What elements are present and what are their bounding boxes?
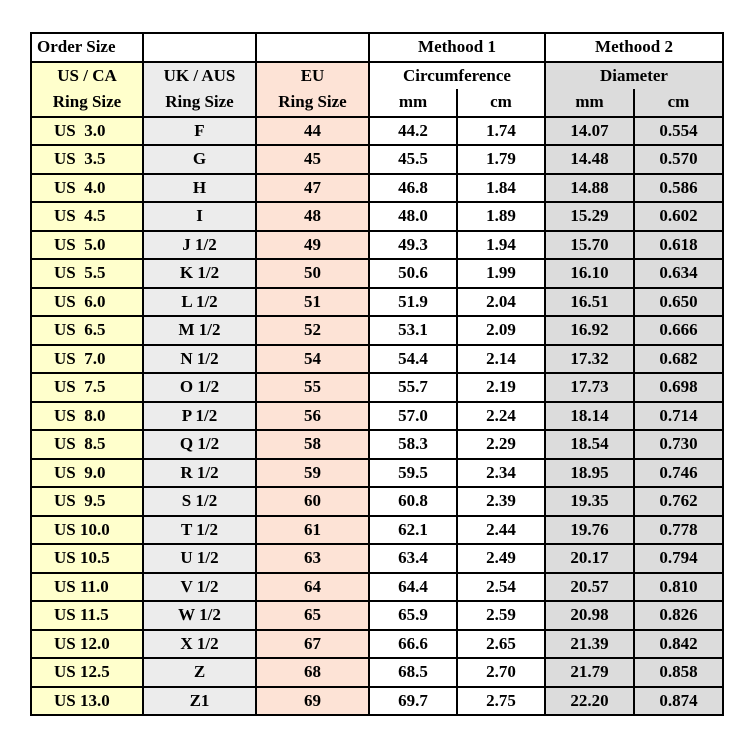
diameter-mm-cell: 18.54	[545, 430, 634, 459]
us-size-cell: US 7.5	[31, 373, 143, 402]
uk-size-cell: N 1/2	[143, 345, 256, 374]
us-size-cell: US 6.0	[31, 288, 143, 317]
diameter-cm-cell: 0.794	[634, 544, 723, 573]
diameter-mm-cell: 15.29	[545, 202, 634, 231]
diameter-mm-cell: 14.48	[545, 145, 634, 174]
diameter-mm-cell: 21.79	[545, 658, 634, 687]
us-size-cell: US 3.0	[31, 117, 143, 146]
uk-size-cell: H	[143, 174, 256, 203]
header-row-units	[31, 89, 723, 117]
diameter-cm-cell: 0.762	[634, 487, 723, 516]
circumference-mm-cell: 68.5	[369, 658, 457, 687]
diameter-cm-cell: 0.602	[634, 202, 723, 231]
diameter-mm-cell: 17.32	[545, 345, 634, 374]
us-size-cell: US 11.5	[31, 601, 143, 630]
circ-mm-header: mm	[369, 89, 457, 117]
circumference-cm-cell: 2.24	[457, 402, 545, 431]
circumference-cm-cell: 2.34	[457, 459, 545, 488]
uk-ring-size-header: Ring Size	[143, 89, 256, 117]
uk-size-cell: X 1/2	[143, 630, 256, 659]
eu-size-cell: 63	[256, 544, 369, 573]
dia-cm-header: cm	[634, 89, 723, 117]
uk-size-cell: J 1/2	[143, 231, 256, 260]
circumference-cm-cell: 2.19	[457, 373, 545, 402]
method1-header: Methood 1	[369, 33, 545, 62]
circumference-mm-cell: 66.6	[369, 630, 457, 659]
us-size-cell: US 9.0	[31, 459, 143, 488]
circumference-cm-cell: 2.29	[457, 430, 545, 459]
eu-size-cell: 64	[256, 573, 369, 602]
diameter-mm-cell: 16.10	[545, 259, 634, 288]
eu-size-cell: 48	[256, 202, 369, 231]
eu-size-cell: 45	[256, 145, 369, 174]
us-ca-header: US / CA	[31, 62, 143, 90]
eu-size-cell: 55	[256, 373, 369, 402]
us-size-cell: US 8.0	[31, 402, 143, 431]
circumference-mm-cell: 69.7	[369, 687, 457, 716]
circumference-cm-cell: 2.49	[457, 544, 545, 573]
eu-size-cell: 58	[256, 430, 369, 459]
circumference-cm-cell: 2.54	[457, 573, 545, 602]
circumference-mm-cell: 48.0	[369, 202, 457, 231]
table-row	[31, 117, 723, 146]
us-size-cell: US 5.5	[31, 259, 143, 288]
diameter-cm-cell: 0.746	[634, 459, 723, 488]
uk-size-cell: Z1	[143, 687, 256, 716]
table-row	[31, 259, 723, 288]
eu-size-cell: 61	[256, 516, 369, 545]
eu-header: EU	[256, 62, 369, 90]
circumference-cm-cell: 1.84	[457, 174, 545, 203]
table-row	[31, 459, 723, 488]
blank-header-cell	[143, 33, 256, 62]
table-row	[31, 573, 723, 602]
circ-cm-header: cm	[457, 89, 545, 117]
us-size-cell: US 7.0	[31, 345, 143, 374]
eu-size-cell: 54	[256, 345, 369, 374]
diameter-mm-cell: 16.92	[545, 316, 634, 345]
eu-size-cell: 68	[256, 658, 369, 687]
diameter-cm-cell: 0.842	[634, 630, 723, 659]
circumference-mm-cell: 49.3	[369, 231, 457, 260]
circumference-header: Circumference	[369, 62, 545, 90]
eu-size-cell: 65	[256, 601, 369, 630]
diameter-mm-cell: 14.88	[545, 174, 634, 203]
us-size-cell: US 9.5	[31, 487, 143, 516]
header-row-systems	[31, 62, 723, 90]
table-row	[31, 231, 723, 260]
us-size-cell: US 12.0	[31, 630, 143, 659]
table-body	[31, 33, 723, 715]
uk-size-cell: R 1/2	[143, 459, 256, 488]
uk-size-cell: Z	[143, 658, 256, 687]
eu-size-cell: 52	[256, 316, 369, 345]
table-row	[31, 145, 723, 174]
circumference-mm-cell: 46.8	[369, 174, 457, 203]
us-ring-size-header: Ring Size	[31, 89, 143, 117]
eu-size-cell: 51	[256, 288, 369, 317]
table-row	[31, 516, 723, 545]
uk-size-cell: L 1/2	[143, 288, 256, 317]
circumference-mm-cell: 65.9	[369, 601, 457, 630]
diameter-mm-cell: 20.57	[545, 573, 634, 602]
diameter-mm-cell: 20.98	[545, 601, 634, 630]
circumference-mm-cell: 64.4	[369, 573, 457, 602]
table-row	[31, 601, 723, 630]
diameter-mm-cell: 18.14	[545, 402, 634, 431]
diameter-cm-cell: 0.826	[634, 601, 723, 630]
table-row	[31, 544, 723, 573]
circumference-mm-cell: 63.4	[369, 544, 457, 573]
circumference-cm-cell: 2.44	[457, 516, 545, 545]
uk-size-cell: Q 1/2	[143, 430, 256, 459]
diameter-cm-cell: 0.650	[634, 288, 723, 317]
diameter-cm-cell: 0.858	[634, 658, 723, 687]
diameter-cm-cell: 0.874	[634, 687, 723, 716]
uk-size-cell: W 1/2	[143, 601, 256, 630]
us-size-cell: US 10.5	[31, 544, 143, 573]
diameter-cm-cell: 0.634	[634, 259, 723, 288]
table-row	[31, 487, 723, 516]
eu-size-cell: 47	[256, 174, 369, 203]
circumference-cm-cell: 2.39	[457, 487, 545, 516]
diameter-cm-cell: 0.618	[634, 231, 723, 260]
uk-size-cell: F	[143, 117, 256, 146]
us-size-cell: US 5.0	[31, 231, 143, 260]
table-row	[31, 316, 723, 345]
circumference-cm-cell: 2.59	[457, 601, 545, 630]
us-size-cell: US 8.5	[31, 430, 143, 459]
us-size-cell: US 13.0	[31, 687, 143, 716]
diameter-mm-cell: 22.20	[545, 687, 634, 716]
table-row	[31, 658, 723, 687]
eu-size-cell: 60	[256, 487, 369, 516]
circumference-mm-cell: 62.1	[369, 516, 457, 545]
table-row	[31, 687, 723, 716]
uk-size-cell: T 1/2	[143, 516, 256, 545]
diameter-cm-cell: 0.586	[634, 174, 723, 203]
circumference-mm-cell: 51.9	[369, 288, 457, 317]
diameter-cm-cell: 0.666	[634, 316, 723, 345]
uk-size-cell: O 1/2	[143, 373, 256, 402]
us-size-cell: US 3.5	[31, 145, 143, 174]
us-size-cell: US 4.5	[31, 202, 143, 231]
header-row-methods	[31, 33, 723, 62]
diameter-cm-cell: 0.554	[634, 117, 723, 146]
dia-mm-header: mm	[545, 89, 634, 117]
circumference-cm-cell: 2.65	[457, 630, 545, 659]
uk-size-cell: M 1/2	[143, 316, 256, 345]
diameter-mm-cell: 19.76	[545, 516, 634, 545]
circumference-cm-cell: 2.04	[457, 288, 545, 317]
order-size-header: Order Size	[31, 33, 143, 62]
circumference-cm-cell: 2.70	[457, 658, 545, 687]
circumference-cm-cell: 1.74	[457, 117, 545, 146]
diameter-cm-cell: 0.810	[634, 573, 723, 602]
uk-size-cell: K 1/2	[143, 259, 256, 288]
table-row	[31, 288, 723, 317]
diameter-cm-cell: 0.570	[634, 145, 723, 174]
circumference-mm-cell: 57.0	[369, 402, 457, 431]
circumference-cm-cell: 2.09	[457, 316, 545, 345]
diameter-cm-cell: 0.730	[634, 430, 723, 459]
us-size-cell: US 10.0	[31, 516, 143, 545]
method2-header: Methood 2	[545, 33, 723, 62]
diameter-cm-cell: 0.778	[634, 516, 723, 545]
eu-size-cell: 69	[256, 687, 369, 716]
diameter-mm-cell: 16.51	[545, 288, 634, 317]
diameter-cm-cell: 0.714	[634, 402, 723, 431]
circumference-mm-cell: 53.1	[369, 316, 457, 345]
table-row	[31, 373, 723, 402]
uk-size-cell: P 1/2	[143, 402, 256, 431]
eu-size-cell: 49	[256, 231, 369, 260]
circumference-mm-cell: 45.5	[369, 145, 457, 174]
circumference-cm-cell: 1.89	[457, 202, 545, 231]
circumference-cm-cell: 1.94	[457, 231, 545, 260]
circumference-cm-cell: 1.79	[457, 145, 545, 174]
circumference-mm-cell: 58.3	[369, 430, 457, 459]
diameter-mm-cell: 17.73	[545, 373, 634, 402]
diameter-mm-cell: 19.35	[545, 487, 634, 516]
circumference-mm-cell: 59.5	[369, 459, 457, 488]
table-row	[31, 630, 723, 659]
uk-size-cell: V 1/2	[143, 573, 256, 602]
diameter-mm-cell: 18.95	[545, 459, 634, 488]
diameter-cm-cell: 0.698	[634, 373, 723, 402]
us-size-cell: US 11.0	[31, 573, 143, 602]
eu-size-cell: 67	[256, 630, 369, 659]
diameter-cm-cell: 0.682	[634, 345, 723, 374]
eu-size-cell: 59	[256, 459, 369, 488]
uk-size-cell: G	[143, 145, 256, 174]
table-row	[31, 402, 723, 431]
diameter-mm-cell: 14.07	[545, 117, 634, 146]
us-size-cell: US 6.5	[31, 316, 143, 345]
circumference-mm-cell: 44.2	[369, 117, 457, 146]
uk-aus-header: UK / AUS	[143, 62, 256, 90]
table-row	[31, 174, 723, 203]
eu-size-cell: 56	[256, 402, 369, 431]
circumference-mm-cell: 50.6	[369, 259, 457, 288]
us-size-cell: US 4.0	[31, 174, 143, 203]
eu-size-cell: 44	[256, 117, 369, 146]
circumference-cm-cell: 1.99	[457, 259, 545, 288]
circumference-mm-cell: 60.8	[369, 487, 457, 516]
table-row	[31, 345, 723, 374]
uk-size-cell: U 1/2	[143, 544, 256, 573]
diameter-mm-cell: 21.39	[545, 630, 634, 659]
diameter-mm-cell: 15.70	[545, 231, 634, 260]
uk-size-cell: I	[143, 202, 256, 231]
eu-size-cell: 50	[256, 259, 369, 288]
uk-size-cell: S 1/2	[143, 487, 256, 516]
blank-header-cell	[256, 33, 369, 62]
ring-size-table	[30, 32, 724, 716]
circumference-cm-cell: 2.75	[457, 687, 545, 716]
us-size-cell: US 12.5	[31, 658, 143, 687]
table-row	[31, 430, 723, 459]
circumference-cm-cell: 2.14	[457, 345, 545, 374]
circumference-mm-cell: 55.7	[369, 373, 457, 402]
circumference-mm-cell: 54.4	[369, 345, 457, 374]
table-row	[31, 202, 723, 231]
diameter-header: Diameter	[545, 62, 723, 90]
eu-ring-size-header: Ring Size	[256, 89, 369, 117]
diameter-mm-cell: 20.17	[545, 544, 634, 573]
